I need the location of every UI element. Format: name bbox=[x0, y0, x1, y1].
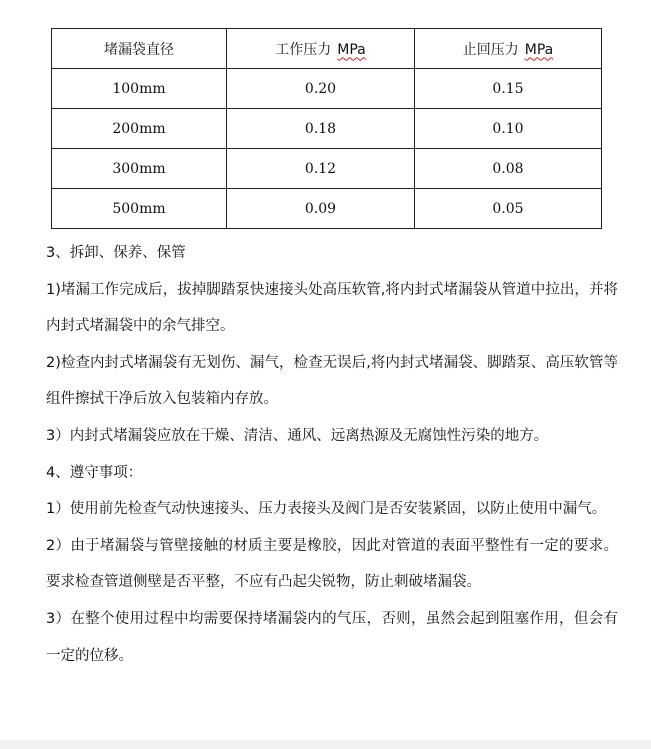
cell-working-pressure: 0.12 bbox=[227, 149, 415, 189]
table-row bbox=[52, 189, 602, 229]
section-heading-precautions: 4、遵守事项： bbox=[46, 464, 143, 481]
section-heading-disassembly: 3、拆卸、保养、保管 bbox=[46, 245, 186, 261]
paragraph-step-2: 2)检查内封式堵漏袋有无划伤、漏气，检查无误后,将内封式堵漏袋、脚踏泵、高压软管等组件擦拭干净后放入包装箱内存放。 bbox=[46, 354, 618, 408]
cell-diameter: 500mm bbox=[52, 189, 227, 229]
cell-diameter: 100mm bbox=[52, 69, 227, 109]
cell-check-pressure: 0.08 bbox=[415, 149, 602, 189]
cell-working-pressure: 0.18 bbox=[227, 109, 415, 149]
table-row bbox=[52, 149, 602, 189]
cell-check-pressure: 0.15 bbox=[415, 69, 602, 109]
cell-diameter: 300mm bbox=[52, 149, 227, 189]
paragraph-precaution-2: 2）由于堵漏袋与管壁接触的材质主要是橡胶，因此对管道的表面平整性有一定的要求。要求检查管道侧壁是否平整，不应有凸起尖锐物，防止刺破堵漏袋。 bbox=[46, 537, 618, 591]
header-diameter: 堵漏袋直径 bbox=[52, 29, 227, 69]
cell-check-pressure: 0.10 bbox=[415, 109, 602, 149]
table-header-row bbox=[52, 29, 602, 69]
header-check-pressure: 止回压力 MPa bbox=[415, 29, 602, 69]
cell-check-pressure: 0.05 bbox=[415, 189, 602, 229]
table-row bbox=[52, 109, 602, 149]
unit-label: MPa bbox=[524, 41, 554, 58]
paragraph-step-3: 3）内封式堵漏袋应放在干燥、清洁、通风、远离热源及无腐蚀性污染的地方。 bbox=[46, 427, 549, 444]
paragraph-step-1: 1)堵漏工作完成后，拔掉脚踏泵快速接头处高压软管,将内封式堵漏袋从管道中拉出，并将内封式堵漏袋中的余气排空。 bbox=[46, 281, 618, 335]
paragraph-precaution-3: 3）在整个使用过程中均需要保持堵漏袋内的气压，否则，虽然会起到阻塞作用，但会有一定的位移。 bbox=[46, 610, 618, 664]
cell-working-pressure: 0.09 bbox=[227, 189, 415, 229]
header-working-pressure: 工作压力 MPa bbox=[227, 29, 415, 69]
pressure-spec-table bbox=[51, 28, 602, 229]
unit-label: MPa bbox=[337, 41, 366, 58]
cell-working-pressure: 0.20 bbox=[227, 69, 415, 109]
cell-diameter: 200mm bbox=[52, 109, 227, 149]
page-bottom-edge bbox=[0, 740, 651, 749]
paragraph-precaution-1: 1）使用前先检查气动快速接头、压力表接头及阀门是否安装紧固，以防止使用中漏气。 bbox=[46, 501, 607, 518]
table-row bbox=[52, 69, 602, 109]
document-body bbox=[46, 235, 618, 674]
